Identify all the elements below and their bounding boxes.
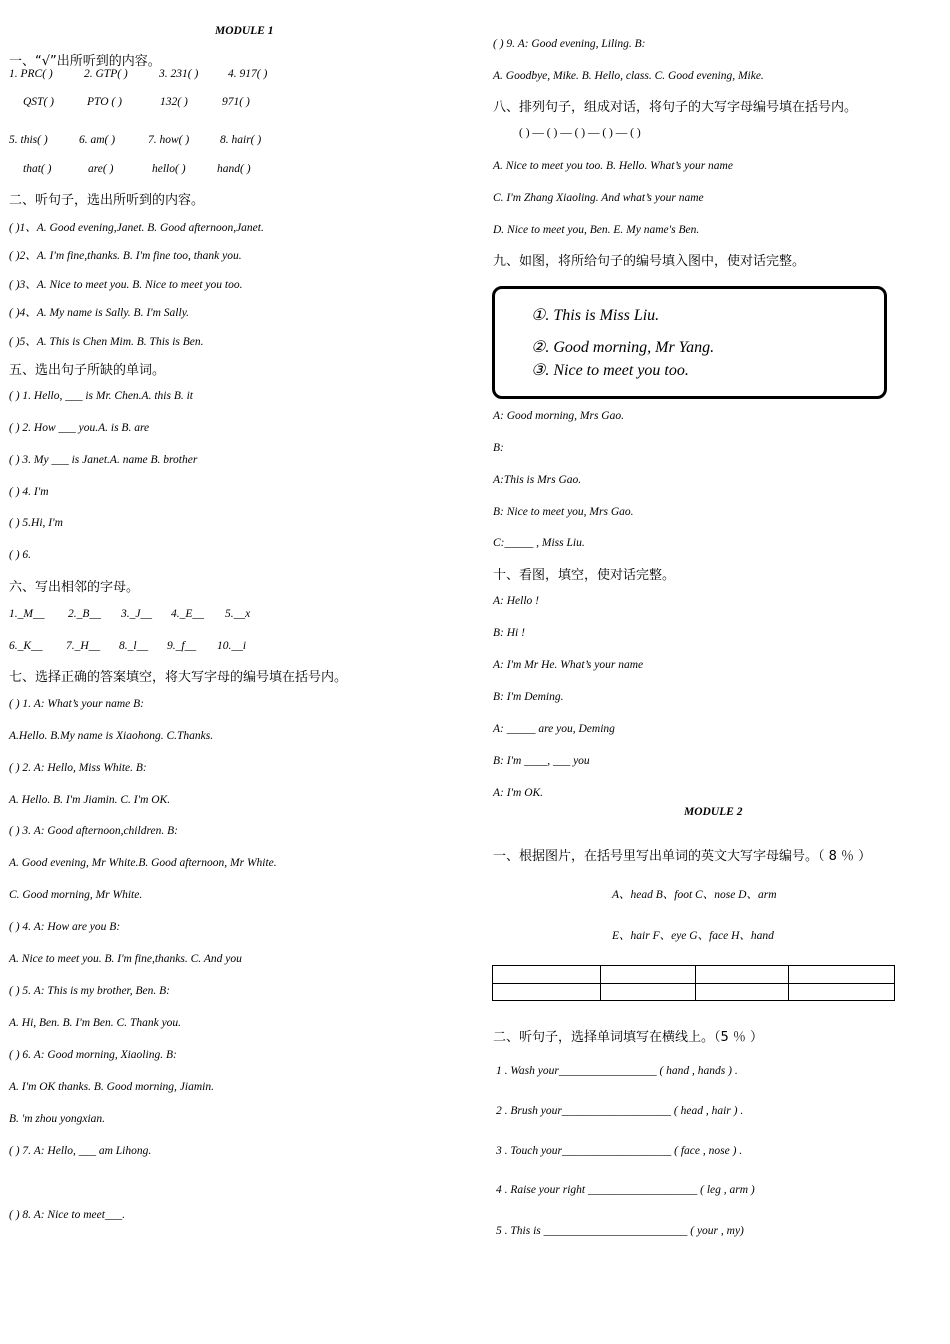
answer-cell[interactable] [493, 983, 601, 1001]
m2-section-2-title: 二、听句子，选择单词填写在横线上。（5 ％ ） [493, 1030, 764, 1045]
answer-cell[interactable] [696, 983, 788, 1001]
s9-dialog-line: C:_____ , Miss Liu. [493, 537, 585, 549]
s7-line: A. I'm OK thanks. B. Good morning, Jiamin. [9, 1081, 214, 1093]
m2-section-1-title: 一、根据图片，在括号里写出单词的英文大写字母编号。（ 8 ％ ） [493, 849, 872, 864]
section-5-title: 五、选出句子所缺的单词。 [9, 363, 166, 378]
section-10-title: 十、看图，填空，使对话完整。 [493, 568, 676, 583]
box-sentence: ③. Nice to meet you too. [531, 362, 689, 379]
s7-line: A. Hi, Ben. B. I'm Ben. C. Thank you. [9, 1017, 182, 1029]
q9-line: ( ) 9. A: Good evening, Liling. B: [493, 38, 646, 50]
module-1-title: MODULE 1 [215, 25, 274, 37]
s2-item: ( )5、A. This is Chen Mim. B. This is Ben. [9, 336, 204, 348]
sentence-box [492, 286, 887, 399]
s10-dialog-line: B: I'm ____, ___ you [493, 755, 590, 767]
s2-item: ( )3、A. Nice to meet you. B. Nice to meet you too. [9, 279, 243, 291]
s7-line: ( ) 8. A: Nice to meet___. [9, 1209, 126, 1221]
module-2-title: MODULE 2 [684, 806, 743, 818]
s10-dialog-line: A: Hello ! [493, 595, 539, 607]
s7-line: B. 'm zhou yongxian. [9, 1113, 106, 1125]
s5-item: ( ) 5.Hi, I'm [9, 517, 63, 529]
s8-line: D. Nice to meet you, Ben. E. My name's Ben. [493, 224, 700, 236]
box-sentence: ①. This is Miss Liu. [531, 307, 660, 324]
section-8-title: 八、排列句子，组成对话，将句子的大写字母编号填在括号内。 [493, 100, 858, 115]
s10-dialog-line: A: I'm Mr He. What’s your name [493, 659, 644, 671]
s7-line: A. Nice to meet you. B. I'm fine,thanks. C. And you [9, 953, 242, 965]
answer-table [492, 965, 895, 1001]
answer-cell[interactable] [696, 966, 788, 984]
section-9-title: 九、如图，将所给句子的编号填入图中，使对话完整。 [493, 254, 806, 269]
s5-item: ( ) 2. How ___ you.A. is B. are [9, 422, 150, 434]
s7-line: C. Good morning, Mr White. [9, 889, 143, 901]
box-sentence: ②. Good morning, Mr Yang. [531, 339, 715, 356]
s5-item: ( ) 1. Hello, ___ is Mr. Chen.A. this B. it [9, 390, 193, 402]
s2-item: ( )4、A. My name is Sally. B. I'm Sally. [9, 307, 190, 319]
s9-dialog-line: A: Good morning, Mrs Gao. [493, 410, 624, 422]
section-1-title: 一、“√”出所听到的内容。 [9, 54, 161, 69]
section-7-title: 七、选择正确的答案填空，将大写字母的编号填在括号内。 [9, 670, 348, 685]
s9-dialog-line: A:This is Mrs Gao. [493, 474, 582, 486]
section-6-title: 六、写出相邻的字母。 [9, 580, 140, 595]
s2-item: ( )2、A. I'm fine,thanks. B. I'm fine too, thank you. [9, 250, 242, 262]
answer-cell[interactable] [788, 966, 894, 984]
s7-line: ( ) 7. A: Hello, ___ am Lihong. [9, 1145, 152, 1157]
s10-dialog-line: B: I'm Deming. [493, 691, 564, 703]
m2-s2-item: 3 . Touch your___________________ ( face , nose ) . [496, 1145, 743, 1157]
s5-item: ( ) 6. [9, 549, 32, 561]
m2-s2-item: 2 . Brush your___________________ ( head , hair ) . [496, 1105, 744, 1117]
s7-line: ( ) 4. A: How are you B: [9, 921, 121, 933]
m2-word-list: E、hair F、eye G、face H、hand [612, 930, 774, 942]
m2-s2-item: 5 . This is _________________________ ( your , my) [496, 1225, 744, 1237]
s5-item: ( ) 3. My ___ is Janet.A. name B. brother [9, 454, 198, 466]
s9-dialog-line: B: Nice to meet you, Mrs Gao. [493, 506, 634, 518]
section-2-title: 二、听句子，选出所听到的内容。 [9, 193, 205, 208]
s7-line: ( ) 5. A: This is my brother, Ben. B: [9, 985, 170, 997]
answer-cell[interactable] [601, 966, 696, 984]
m2-s2-item: 4 . Raise your right ___________________ ( leg , arm ) [496, 1184, 755, 1196]
s8-answer-blanks: ( ) — ( ) — ( ) — ( ) — ( ) [519, 127, 641, 139]
answer-cell[interactable] [788, 983, 894, 1001]
s7-line: ( ) 6. A: Good morning, Xiaoling. B: [9, 1049, 177, 1061]
s5-item: ( ) 4. I'm [9, 486, 49, 498]
s10-dialog-line: A: I'm OK. [493, 787, 544, 799]
s7-line: A. Good evening, Mr White.B. Good afternoon, Mr White. [9, 857, 277, 869]
s7-line: A. Hello. B. I'm Jiamin. C. I'm OK. [9, 794, 171, 806]
s7-line: A.Hello. B.My name is Xiaohong. C.Thanks. [9, 730, 214, 742]
s8-line: C. I'm Zhang Xiaoling. And what’s your name [493, 192, 704, 204]
s10-dialog-line: B: Hi ! [493, 627, 525, 639]
s9-dialog-line: B: [493, 442, 504, 454]
m2-word-list: A、head B、foot C、nose D、arm [612, 889, 777, 901]
q9-options: A. Goodbye, Mike. B. Hello, class. C. Good evening, Mike. [493, 70, 764, 82]
s2-item: ( )1、A. Good evening,Janet. B. Good afternoon,Janet. [9, 222, 264, 234]
answer-cell[interactable] [493, 966, 601, 984]
s10-dialog-line: A: _____ are you, Deming [493, 723, 615, 735]
answer-cell[interactable] [601, 983, 696, 1001]
s7-line: ( ) 3. A: Good afternoon,children. B: [9, 825, 178, 837]
s7-line: ( ) 1. A: What’s your name B: [9, 698, 144, 710]
s7-line: ( ) 2. A: Hello, Miss White. B: [9, 762, 147, 774]
m2-s2-item: 1 . Wash your_________________ ( hand , hands ) . [496, 1065, 738, 1077]
s8-line: A. Nice to meet you too. B. Hello. What’s your name [493, 160, 733, 172]
